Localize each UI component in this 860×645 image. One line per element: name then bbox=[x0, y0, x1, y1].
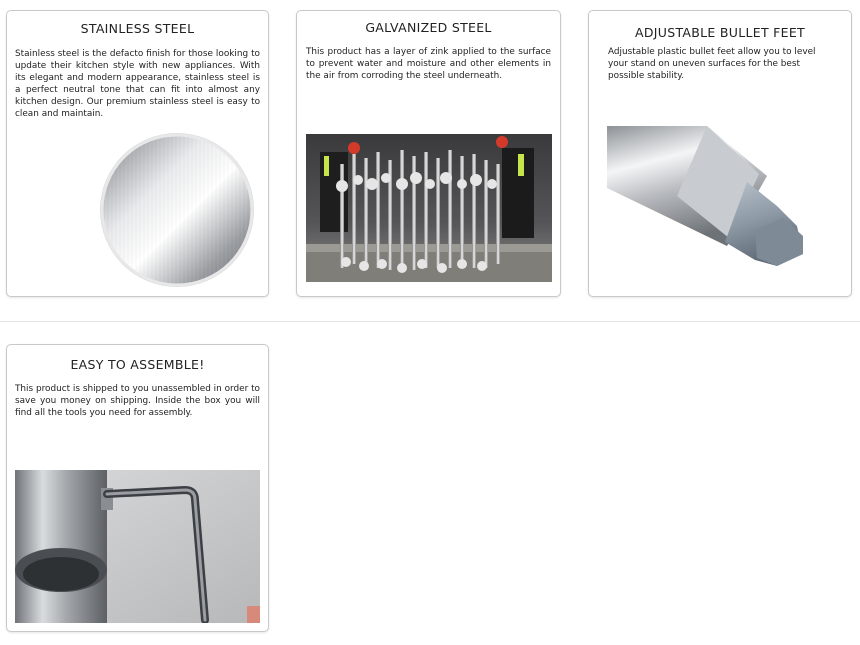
allen-key-assembly-image bbox=[15, 470, 260, 623]
bullet-foot-image bbox=[607, 126, 807, 271]
feature-card-adjustable-bullet-feet bbox=[588, 10, 852, 297]
card-title: EASY TO ASSEMBLE! bbox=[70, 357, 205, 372]
card-title: ADJUSTABLE BULLET FEET bbox=[635, 25, 805, 40]
card-title: GALVANIZED STEEL bbox=[365, 20, 492, 35]
galvanizing-bath-image bbox=[306, 134, 552, 282]
card-description: This product is shipped to you unassembled in order to save you money on shipping. Inside the box you will find all the tools you need for assembly. bbox=[15, 384, 260, 418]
card-description: This product has a layer of zink applied to the surface to prevent water and moisture and other elements in the air from corroding the steel underneath. bbox=[306, 47, 551, 81]
card-description: Adjustable plastic bullet feet allow you to level your stand on uneven surfaces for the best possible stability. bbox=[608, 47, 816, 81]
card-title: STAINLESS STEEL bbox=[80, 21, 195, 36]
stainless-steel-disc-image bbox=[99, 132, 255, 288]
feature-card-galvanized-steel bbox=[296, 10, 561, 297]
card-description: Stainless steel is the defacto finish for those looking to update their kitchen style with new appliances. With its elegant and modern appearance, stainless steel is a perfect neutral tone that can fit into almost any kitchen design. Our premium stainless steel is easy to clean and maintain. bbox=[15, 49, 260, 119]
row-divider bbox=[0, 321, 860, 322]
feature-card-easy-to-assemble bbox=[6, 344, 269, 632]
feature-card-stainless-steel bbox=[6, 10, 269, 297]
